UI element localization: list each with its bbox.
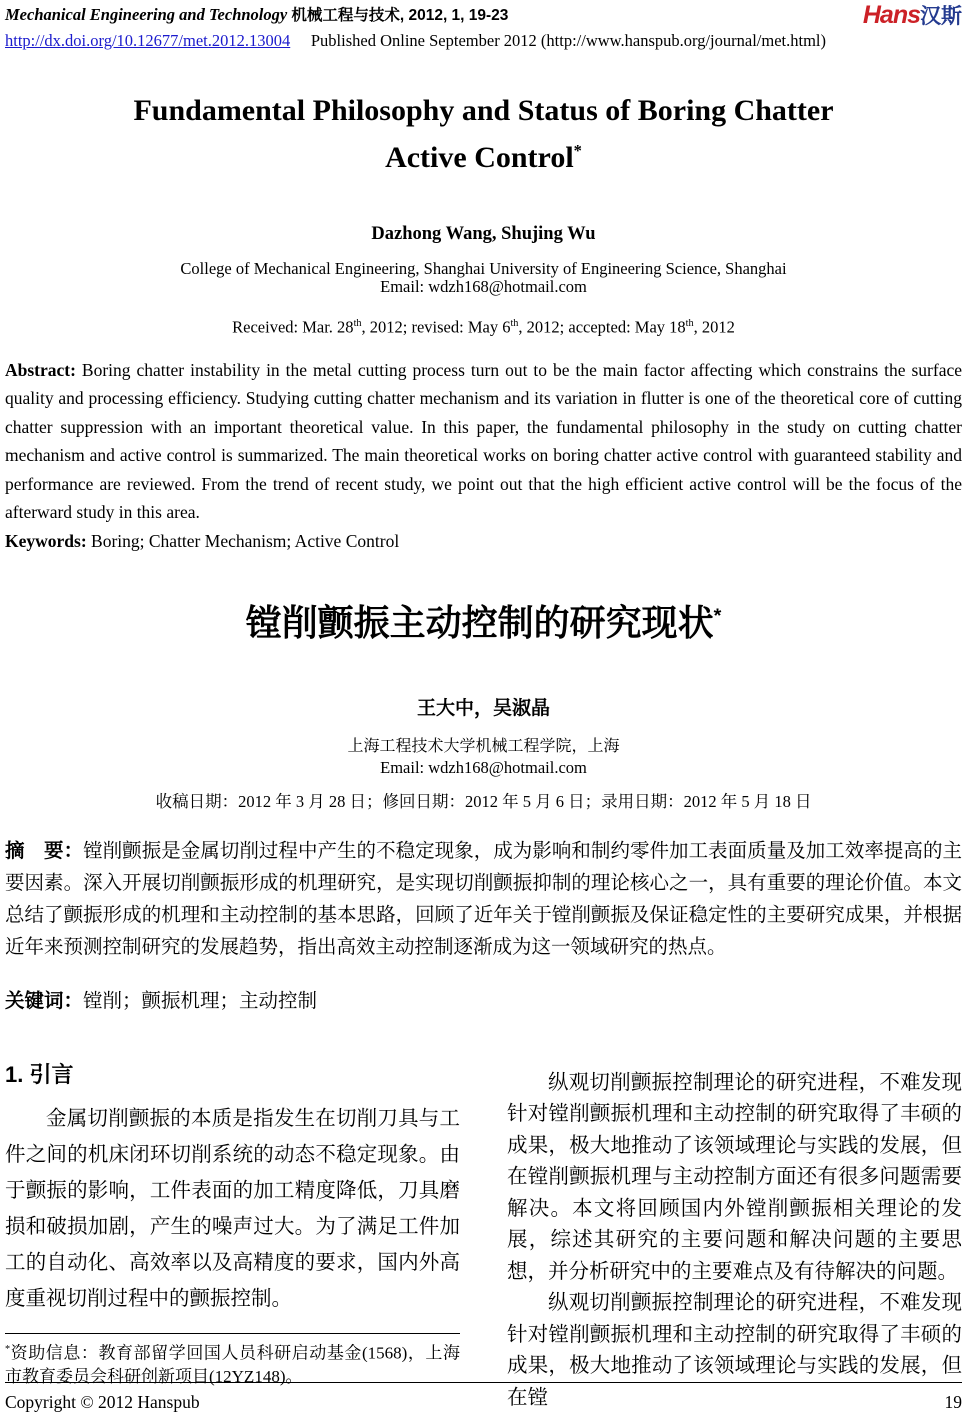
title-footnote-asterisk: * — [573, 141, 582, 160]
paper-title-en: Fundamental Philosophy and Status of Boring Chatter Active Control* — [133, 94, 834, 174]
authors-zh: 王大中，吴淑晶 — [416, 697, 550, 719]
section-1-heading: 1. 引言 — [5, 1061, 74, 1087]
copyright-notice: Copyright © 2012 Hanspub — [5, 1392, 200, 1412]
email-en: Email: wdzh168@hotmail.com — [380, 277, 587, 296]
paper-title-zh: 镗削颤振主动控制的研究现状* — [245, 601, 722, 643]
footnote-text: 资助信息：教育部留学回国人员科研启动基金(1568)，上海市教育委员会科研创新项目(12YZ148)。 — [5, 1343, 460, 1386]
hans-logo-chinese: 汉斯 — [920, 5, 962, 28]
abstract-label-en: Abstract: — [5, 359, 76, 380]
received-line: Received: Mar. 28th, 2012; revised: May 6th, 2012; accepted: May 18th, 2012 — [232, 317, 735, 337]
affiliation-en: College of Mechanical Engineering, Shanghai University of Engineering Science, Shanghai — [180, 259, 787, 278]
intro-paragraph: 金属切削颤振的本质是指发生在切削刀具与工件之间的机床闭环切削系统的动态不稳定现象。由于颤振的影响，工件表面的加工精度降低，刀具磨损和破损加剧，产生的噪声过大。为了满足工件加工的自动化、高效率以及高精度的要求，国内外高度重视切削过程中的颤振控制。 — [5, 1107, 460, 1310]
right-column — [507, 1068, 962, 1415]
abstract-text-en: Boring chatter instability in the metal cutting process turn out to be the main factor affecting which constrains the surface quality and processing efficiency. Studying cutting chatter mechanism and its variation in flutter is one of the theoretical core of cutting chatter suppression with an important theoretical value. In this paper, the fundamental philosophy in the study on cutting chatter mechanism and active control is summarized. The main theoretical works on boring chatter active control with guaranteed stability and performance are reviewed. From the trend of recent study, we point out that the high efficient active control will be the focus of the afterward study in this area. — [5, 359, 962, 522]
journal-line — [5, 4, 508, 27]
header-bar — [5, 1, 962, 30]
abstract-text-zh: 镗削颤振是金属切削过程中产生的不稳定现象，成为影响和制约零件加工表面质量及加工效率提高的主要因素。深入开展切削颤振形成的机理研究，是实现切削颤振抑制的理论核心之一，具有重要的理论价值。本文总结了颤振形成的机理和主动控制的基本思路，回顾了近年关于镗削颤振及保证稳定性的主要研究成果，并根据近年来预测控制研究的发展趋势，指出高效主动控制逐渐成为这一领域研究的热点。 — [5, 840, 962, 958]
title-zh-footnote-asterisk: * — [713, 604, 722, 627]
hans-logo — [862, 1, 962, 30]
hans-logo-latin: Hans — [862, 1, 920, 29]
published-info: Published Online September 2012 (http://www.hanspub.org/journal/met.html) — [310, 31, 826, 50]
abstract-label-zh: 摘 要： — [5, 839, 84, 862]
keywords-label-en: Keywords: — [5, 530, 87, 551]
keywords-label-zh: 关键词： — [5, 989, 84, 1012]
left-column — [5, 1060, 460, 1389]
right-paragraph-1: 纵观切削颤振控制理论的研究进程，不难发现针对镗削颤振机理和主动控制的研究取得了丰硕的成果，极大地推动了该领域理论与实践的发展，但在镗削颤振机理与主动控制方面还有很多问题需要解决。本文将回顾国内外镗削颤振相关理论的发展，综述其研究的主要问题和解决问题的主要思想，并分析研究中的主要难点及有待解决的问题。 — [507, 1071, 962, 1283]
doi-link[interactable]: http://dx.doi.org/10.12677/met.2012.13004 — [5, 31, 291, 50]
keywords-en — [5, 530, 962, 552]
authors-en: Dazhong Wang, Shujing Wu — [371, 224, 596, 244]
keywords-text-en: Boring; Chatter Mechanism; Active Control — [86, 530, 400, 551]
body-columns — [5, 1060, 962, 1415]
affiliation-zh: 上海工程技术大学机械工程学院，上海 — [347, 737, 620, 755]
header-line2 — [5, 30, 962, 52]
journal-title-en: Mechanical Engineering and Technology — [5, 5, 288, 24]
right-paragraph-2: 纵观切削颤振控制理论的研究进程，不难发现针对镗削颤振机理和主动控制的研究取得了丰硕的成果，极大地推动了该领域理论与实践的发展，但在镗 — [507, 1292, 962, 1409]
footnote-asterisk: * — [5, 1343, 11, 1355]
abstract-zh — [5, 835, 962, 964]
abstract-en — [5, 356, 962, 527]
page-number: 19 — [944, 1392, 962, 1412]
funding-footnote — [5, 1333, 460, 1389]
page-footer — [5, 1382, 962, 1412]
email-zh: Email: wdzh168@hotmail.com — [380, 757, 587, 777]
keywords-zh — [5, 988, 962, 1015]
dates-zh: 收稿日期：2012 年 3 月 28 日；修回日期：2012 年 5 月 6 日；录用日期：2012 年 5 月 18 日 — [155, 791, 812, 811]
keywords-text-zh: 镗削；颤振机理；主动控制 — [83, 990, 318, 1012]
journal-title-zh: 机械工程与技术, 2012, 1, 19-23 — [291, 7, 509, 24]
